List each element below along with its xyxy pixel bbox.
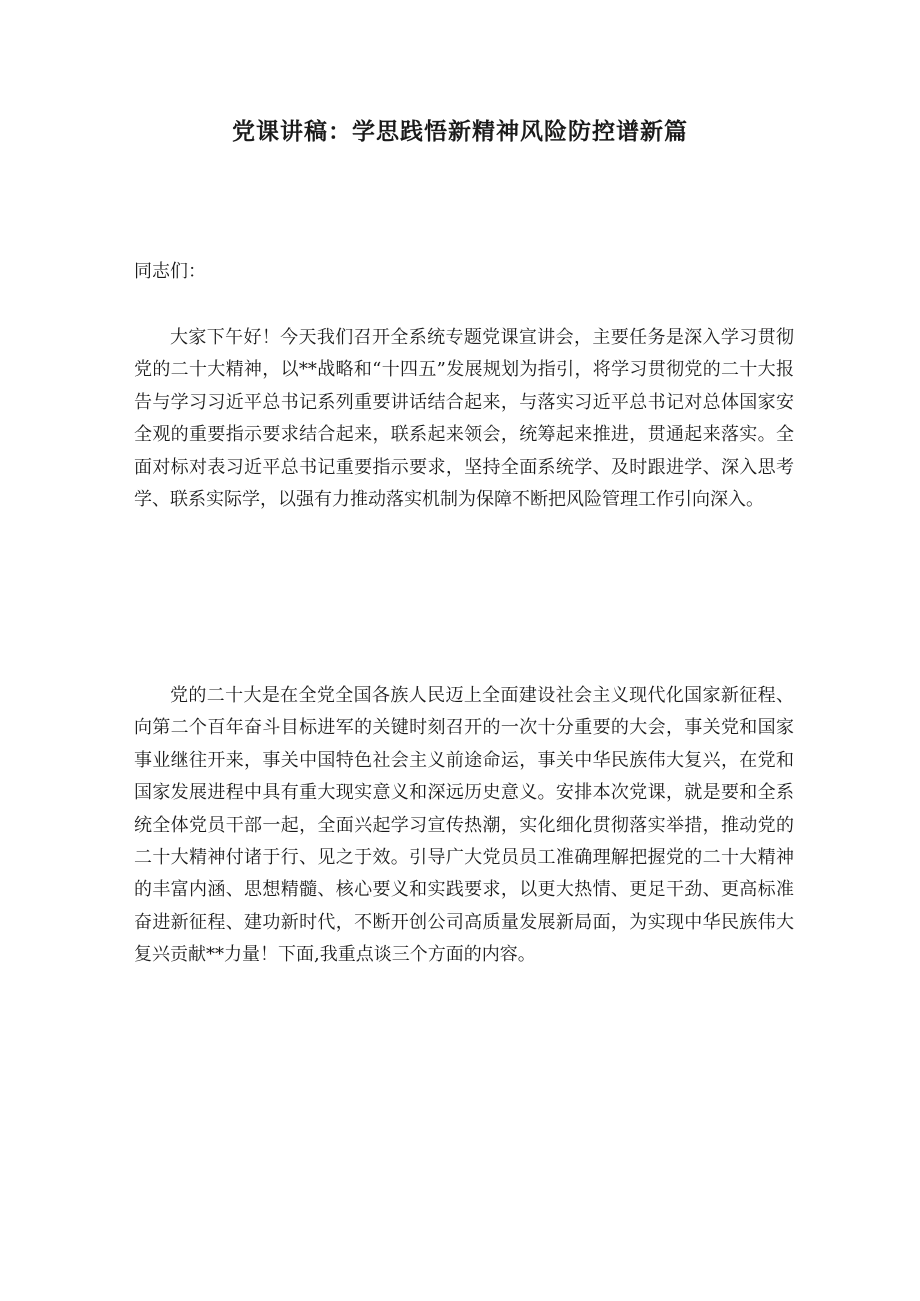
salutation: 同志们：: [134, 261, 206, 282]
body-paragraph-1: 大家下午好！今天我们召开全系统专题党课宣讲会，主要任务是深入学习贯彻党的二十大精神，以**战略和“十四五”发展规划为指引，将学习贯彻党的二十大报告与学习习近平总书记系列重要讲话结合起来，与落实习近平总书记对总体国家安全观的重要指示要求结合起来，联系起来领会，统筹起来推进，贯通起来落实。全面对标对表习近平总书记重要指示要求，坚持全面系统学、及时跟进学、深入思考学、联系实际学，以强有力推动落实机制为保障不断把风险管理工作引向深入。: [134, 327, 794, 511]
document-title: 党课讲稿：学思践悟新精神风险防控谱新篇: [232, 119, 688, 145]
body-paragraph-2: 党的二十大是在全党全国各族人民迈上全面建设社会主义现代化国家新征程、向第二个百年奋斗目标进军的关键时刻召开的一次十分重要的大会，事关党和国家事业继往开来，事关中国特色社会主义前途命运，事关中华民族伟大复兴，在党和国家发展进程中具有重大现实意义和深远历史意义。安排本次党课，就是要和全系统全体党员干部一起，全面兴起学习宣传热潮，实化细化贯彻落实举措，推动党的二十大精神付诸于行、见之于效。引导广大党员员工准确理解把握党的二十大精神的丰富内涵、思想精髓、核心要义和实践要求，以更大热情、更足干劲、更高标准奋进新征程、建功新时代，不断开创公司高质量发展新局面，为实现中华民族伟大复兴贡献**力量！下面,我重点谈三个方面的内容。: [134, 685, 794, 966]
